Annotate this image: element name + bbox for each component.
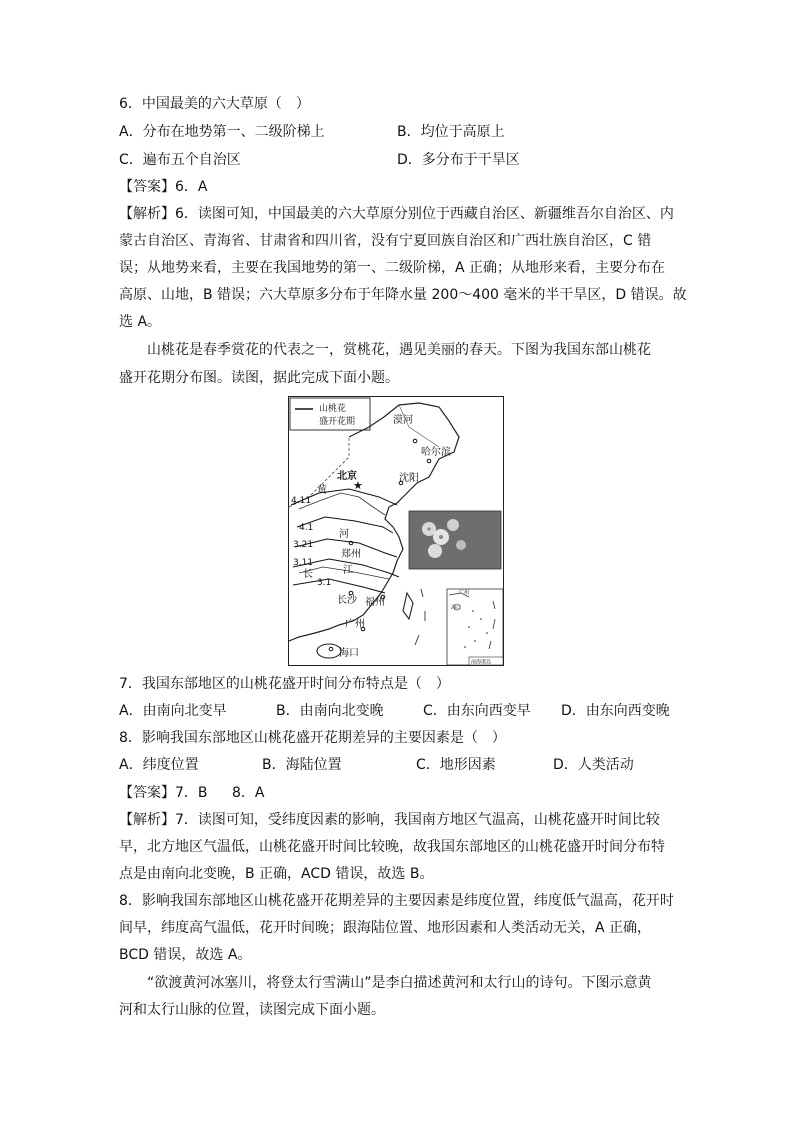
city-label: 广州 [345,619,365,630]
q6-option-d: D．多分布于干旱区 [397,152,520,168]
isoline-label: 3.21 [293,540,314,550]
city-label: 漠河 [393,415,413,426]
south-china-sea-inset [447,589,503,666]
q8-option-c: C．地形因素 [416,757,496,773]
isoline-label: 3.1 [317,578,332,588]
answer-7: 【答案】7．B [119,785,208,801]
q6-analysis-line: 高原、山地，B 错误；六大草原多分布于年降水量 200～400 毫米的半干旱区，D 错误。故 [119,287,687,303]
city-marker [413,439,417,443]
q7-option-c: C．由东向西变早 [423,703,531,719]
city-label: 长沙 [337,595,357,606]
star-icon: ★ [353,479,363,492]
q6-analysis-line: 选 A。 [119,314,162,330]
intro-paragraph-line: 盛开花期分布图。读图，据此完成下面小题。 [119,370,399,386]
inset-label: 海口 [451,605,462,611]
q6-stem: 6．中国最美的六大草原（ ） [119,96,310,112]
city-label: 哈尔滨 [421,447,451,458]
intro-paragraph-line: “欲渡黄河冰塞川，将登太行雪满山”是李白描述黄河和太行山的诗句。下图示意黄 [147,975,652,991]
isoline-label: 4.1 [299,523,314,533]
hainan-island [317,644,341,658]
q8-analysis-line: BCD 错误，故选 A。 [119,947,252,963]
q7-option-a: A．由南向北变早 [119,703,227,719]
q6-option-a: A．分布在地势第一、二级阶梯上 [119,124,325,140]
city-label: 郑州 [341,549,361,560]
q8-analysis-line: 8．影响我国东部地区山桃花盛开花期差异的主要因素是纬度位置，纬度低气温高，花开时 [119,893,674,909]
taiwan-island [403,593,413,619]
q7-stem: 7．我国东部地区的山桃花盛开时间分布特点是（ ） [119,676,450,692]
q7-analysis-line: 点是由南向北变晚，B 正确，ACD 错误，故选 B。 [119,866,434,882]
peach-blossom-map [288,396,504,666]
q8-option-a: A．纬度位置 [119,757,199,773]
answer-8: 8．A [232,785,265,801]
q6-analysis-line: 误；从地势来看，主要在我国地势的第一、二级阶梯，A 正确；从地形来看，主要分布在 [119,260,666,276]
city-label: 沈阳 [399,473,419,484]
legend-label: 盛开花期 [319,417,356,427]
inset-label: 广州 [459,590,470,596]
q6-analysis-line: 【解析】6．读图可知，中国最美的六大草原分别位于西藏自治区、新疆维吾尔自治区、内 [119,206,674,222]
isoline-label: 4.11 [291,496,312,506]
river-label: 江 [343,565,353,576]
q7-analysis-line: 【解析】7．读图可知，受纬度因素的影响，我国南方地区气温高，山桃花盛开时间比较 [119,812,660,828]
isoline-label: 3.11 [293,558,314,568]
q8-analysis-line: 间早，纬度高气温低，花开时间晚；跟海陆位置、地形因素和人类活动无关，A 正确， [119,920,652,936]
city-label: 福州 [365,597,385,608]
q7-option-d: D．由东向西变晚 [561,703,670,719]
city-marker [427,459,431,463]
q6-option-b: B．均位于高原上 [397,124,505,140]
city-label: 海口 [339,648,359,659]
city-label: 北京 [337,471,357,482]
q6-answer: 【答案】6．A [119,179,208,195]
q6-analysis-line: 蒙古自治区、青海省、甘肃省和四川省，没有宁夏回族自治区和广西壮族自治区，C 错 [119,233,652,249]
q6-option-c: C．遍布五个自治区 [119,152,241,168]
river-label: 河 [339,529,349,540]
legend-label: 山桃花 [319,404,347,414]
intro-paragraph-line: 山桃花是春季赏花的代表之一，赏桃花，遇见美丽的春天。下图为我国东部山桃花 [147,342,651,358]
city-marker [329,647,333,651]
intro-paragraph-line: 河和太行山脉的位置，读图完成下面小题。 [119,1002,385,1018]
river-label: 黄 [317,485,327,496]
q8-option-d: D．人类活动 [553,757,634,773]
q7-option-b: B．由南向北变晚 [276,703,384,719]
q8-stem: 8．影响我国东部地区山桃花盛开花期差异的主要因素是（ ） [119,730,506,746]
inset-label: 南海诸岛 [471,659,492,666]
province-line [399,405,439,447]
map-drawing [289,397,504,666]
q8-option-b: B．海陆位置 [262,757,342,773]
isoline [293,579,385,593]
peach-blossom-photo [409,511,501,569]
q7-analysis-line: 早，北方地区气温低，山桃花盛开时间比较晚，故我国东部地区的山桃花盛开时间分布特 [119,839,665,855]
river-label: 长 [303,569,313,580]
